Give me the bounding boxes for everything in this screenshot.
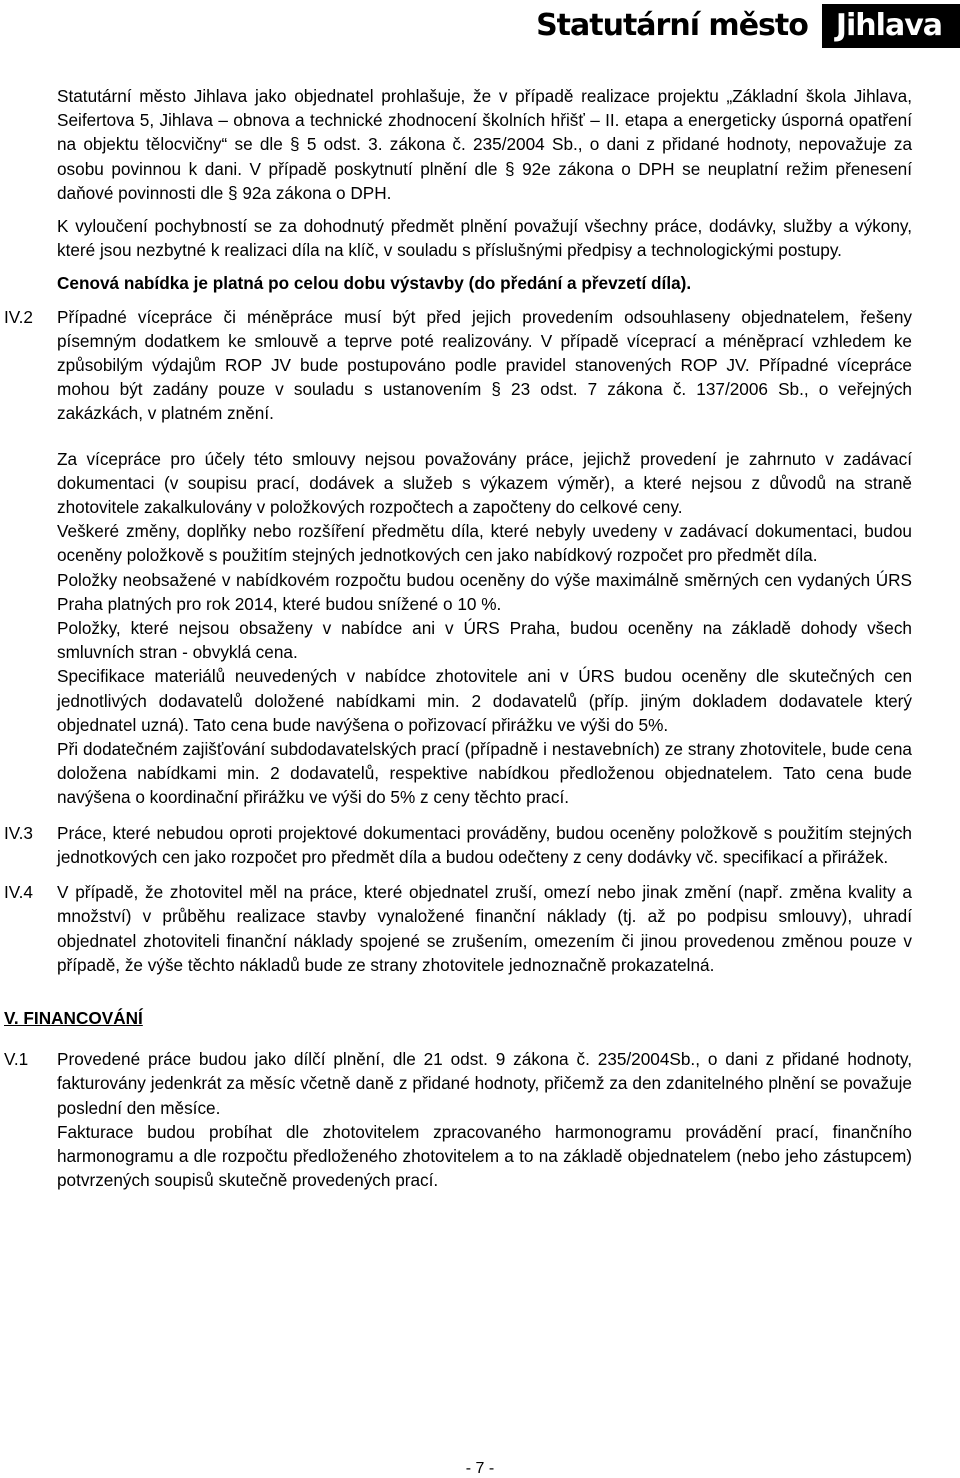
paragraph: Případné vícepráce či méněpráce musí být před jejich provedením odsouhlaseny objednatelem, řešeny písemným dodatkem ke smlouvě a teprve poté realizovány. V případě víceprací a méněprací vzhledem ke způsobilým výdajům ROP JV bude postupováno podle pravidel stanovených ROP JV. Případné vícepráce mohou být zadány pouze v souladu s ustanovením § 23 odst. 7 zákona č. 137/2006 Sb., o veřejných zakázkách, v platném znění.	[57, 306, 912, 424]
header-logo	[536, 4, 960, 48]
document-body	[0, 84, 960, 1192]
paragraph: Fakturace budou probíhat dle zhotovitelem zpracovaného harmonogramu provádění prací, finančního harmonogramu a dle rozpočtu předloženého zhotovitelem a to na základě objednatelem (nebo jeho zástupcem) potvrzených soupisů skutečně provedených prací.	[57, 1121, 912, 1191]
logo-text-right: Jihlava	[822, 4, 960, 48]
page-number: - 7 -	[465, 1460, 495, 1477]
logo-text-left: Statutární město	[536, 8, 808, 43]
paragraph-bold: Cenová nabídka je platná po celou dobu výstavby (do předání a převzetí díla).	[57, 273, 692, 294]
intro-block	[0, 84, 960, 296]
paragraph: Položky, které nejsou obsaženy v nabídce ani v ÚRS Praha, budou oceněny na základě dohody všech smluvních stran - obvyklá cena.	[57, 618, 912, 663]
section-number: IV.4	[4, 882, 33, 903]
section-iv-2	[0, 305, 960, 810]
paragraph: Statutární město Jihlava jako objednatel prohlašuje, že v případě realizace projektu „Základní škola Jihlava, Seifertova 5, Jihlava – obnova a technické zhodnocení školních hřišť – II. etapa a energeticky úsporná opatření na objektu tělocvičny“ se dle § 5 odst. 3. zákona č. 235/2004 Sb., o dani z přidané hodnoty, nepovažuje za osobu povinnou k dani. V případě poskytnutí plnění dle § 92e zákona o DPH se neuplatní režim přenesení daňové povinnosti dle § 92a zákona o DPH.	[57, 86, 912, 203]
section-v-1	[0, 1047, 960, 1192]
section-number: IV.2	[4, 306, 33, 327]
section-number: V.1	[4, 1049, 29, 1070]
paragraph: Provedené práce budou jako dílčí plnění, dle 21 odst. 9 zákona č. 235/2004Sb., o dani z přidané hodnoty, fakturovány jedenkrát za měsíc včetně daně z přidané hodnoty, přičemž za den zdanitelného plnění se považuje poslední den měsíce.	[57, 1049, 912, 1118]
section-iv-3	[0, 821, 960, 869]
paragraph: Práce, které nebudou oproti projektové dokumentaci prováděny, budou oceněny položkově s použitím stejných jednotkových cen jako rozpočet pro předmět díla a budou odečteny z ceny dodávky vč. specifikací a přirážek.	[57, 822, 912, 867]
paragraph: Specifikace materiálů neuvedených v nabídce zhotovitele ani v ÚRS budou oceněny dle skutečných cen jednotlivých dodavatelů doložené nabídkami min. 2 dodavatelů (příp. jiným dokladem dodavatele který objednatel uzná). Tato cena bude navýšena o pořizovací přirážku ve výši do 5%.	[57, 666, 912, 735]
paragraph: Za vícepráce pro účely této smlouvy nejsou považovány práce, jejichž provedení je zahrnuto v zadávací dokumentaci (v soupisu prací, dodávek a služeb s výkazem výměr), a které nejsou z důvodů na straně zhotovitele zakalkulovány v položkových rozpočtech a započteny do celkové ceny.	[57, 448, 912, 518]
section-number: IV.3	[4, 822, 33, 843]
paragraph: Položky neobsažené v nabídkovém rozpočtu budou oceněny do výše maximálně směrných cen vydaných ÚRS Praha platných pro rok 2014, které budou snížené o 10 %.	[57, 569, 912, 614]
section-iv-4	[0, 880, 960, 977]
paragraph: Při dodatečném zajišťování subdodavatelských prací (případně i nestavebních) ze strany zhotovitele, bude cena doložena nabídkami min. 2 dodavatelů, respektive nabídkou předloženou objednatelem. Tato cena bude navýšena o koordinační přirážku ve výši do 5% z ceny těchto prací.	[57, 739, 912, 808]
paragraph: K vyloučení pochybností se za dohodnutý předmět plnění považují všechny práce, dodávky, služby a výkony, které jsou nezbytné k realizaci díla na klíč, v souladu s příslušnými předpisy a technologickými postupy.	[57, 216, 912, 261]
paragraph: V případě, že zhotovitel měl na práce, které objednatel zruší, omezí nebo jinak změní (např. změna kvality a množství) v průběhu realizace stavby vynaložené finanční náklady (tj. až po podpisu smlouvy), uhradí objednatel zhotoviteli finanční náklady spojené se zrušením, omezením či jinou provedenou změnou pouze v případě, že výše těchto nákladů bude ze strany zhotovitele jednoznačně prokazatelná.	[57, 882, 912, 975]
section-heading: V. FINANCOVÁNÍ	[4, 1007, 143, 1028]
paragraph: Veškeré změny, doplňky nebo rozšíření předmětu díla, které nebyly uvedeny v zadávací dokumentaci, budou oceněny položkově s použitím stejných jednotkových cen jako nabídkový rozpočet pro předmět díla.	[57, 521, 912, 566]
